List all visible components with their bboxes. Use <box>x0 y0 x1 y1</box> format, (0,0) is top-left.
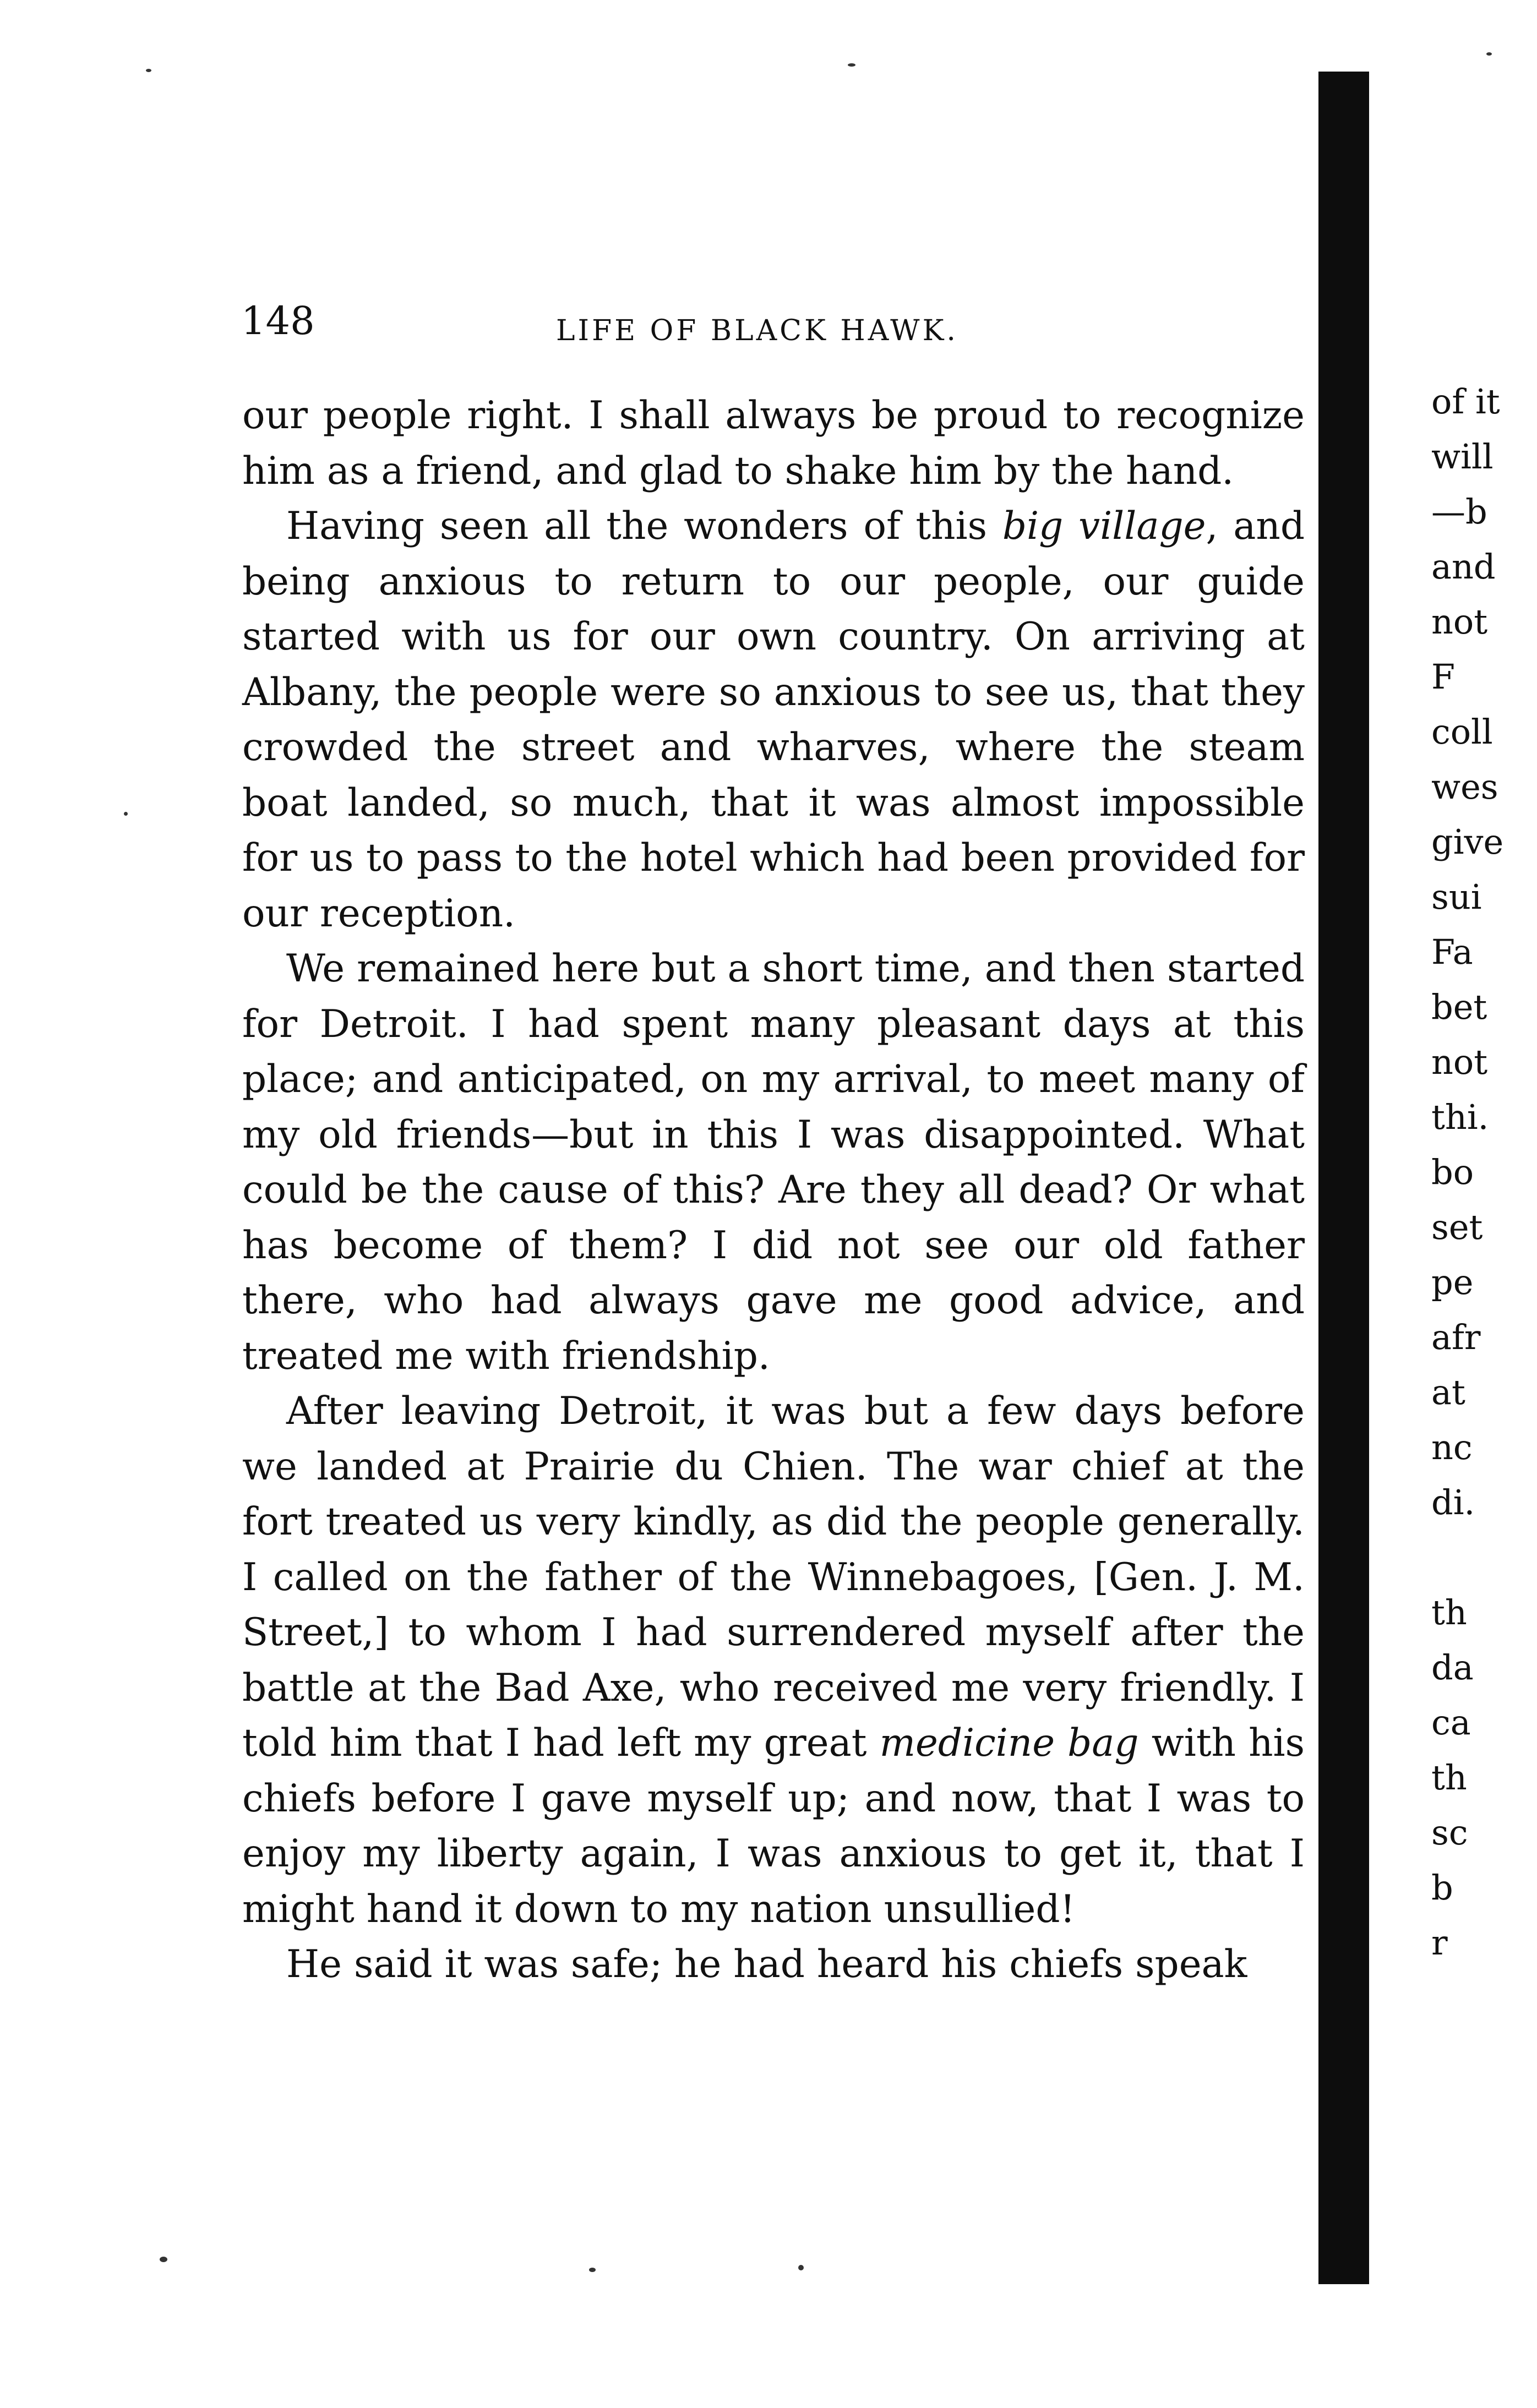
paragraph-3-text: We remained here but a short time, and then started for Detroit. I had spent many pleasant days at this place; and anticipated, on my arrival, to meet many of my old friends—but in this I was disappointed. What could be the cause of this? Are they all dead? Or what has become of them? I did not see our old father there, who had always gave me good advice, and treated me with friendship. <box>242 947 1305 1378</box>
facing-page-fragment: di. <box>1431 1482 1475 1522</box>
scan-speck <box>146 69 151 72</box>
facing-page-fragment: Fa <box>1431 932 1473 972</box>
scan-speck <box>798 2265 804 2270</box>
facing-page-fragment: r <box>1431 1923 1448 1963</box>
facing-page-fragments <box>1431 374 1536 1970</box>
facing-page-fragment: th <box>1431 1592 1467 1632</box>
facing-page-fragment: bo <box>1431 1152 1474 1192</box>
paragraph-3 <box>242 941 1305 1384</box>
facing-page-fragment: b <box>1431 1868 1453 1908</box>
paragraph-4-italic: medicine bag <box>879 1721 1139 1765</box>
facing-page-fragment: set <box>1431 1207 1483 1247</box>
facing-page-fragment: thi. <box>1431 1097 1489 1137</box>
facing-page-fragment: F <box>1431 657 1456 697</box>
facing-page-fragment: wes <box>1431 767 1498 807</box>
scan-speck <box>589 2268 596 2272</box>
facing-page-fragment: —b <box>1431 492 1487 532</box>
facing-page-fragment: not <box>1431 1042 1488 1082</box>
facing-page-fragment: bet <box>1431 987 1487 1027</box>
paragraph-1 <box>242 388 1305 499</box>
paragraph-5 <box>242 1937 1305 1992</box>
paragraph-4 <box>242 1384 1305 1937</box>
facing-page-fragment: nc <box>1431 1427 1473 1467</box>
facing-page-fragment: afr <box>1431 1317 1481 1357</box>
paragraph-4-text-b: with his chiefs before I gave myself up; and now, that I was to enjoy my liberty again, I was anxious to get it, that I might hand it down to my nation unsullied! <box>242 1721 1305 1931</box>
facing-page-fragment: pe <box>1431 1262 1474 1302</box>
facing-page-fragment: sui <box>1431 877 1482 917</box>
running-title: LIFE OF BLACK HAWK. <box>556 314 958 347</box>
facing-page-fragment: th <box>1431 1757 1467 1798</box>
facing-page-fragment: of it <box>1431 381 1500 422</box>
paragraph-2-text-a: Having seen all the wonders of this <box>286 504 1002 548</box>
facing-page-fragment: ca <box>1431 1702 1471 1743</box>
scan-speck <box>1486 52 1492 56</box>
paragraph-5-text: He said it was safe; he had heard his chiefs speak <box>286 1942 1247 1986</box>
facing-page-fragment: at <box>1431 1372 1465 1412</box>
facing-page-fragment: give <box>1431 822 1504 862</box>
facing-page-fragment: and <box>1431 547 1496 587</box>
page-number: 148 <box>241 298 315 343</box>
facing-page-fragment <box>1431 1530 1536 1585</box>
body-text <box>242 388 1305 1992</box>
facing-page-fragment: sc <box>1431 1812 1468 1853</box>
facing-page-fragment: da <box>1431 1647 1474 1688</box>
paragraph-1-text: our people right. I shall always be proud to recognize him as a friend, and glad to shake him by the hand. <box>242 394 1305 493</box>
facing-page-fragment: will <box>1431 436 1494 477</box>
facing-page-fragment: not <box>1431 602 1488 642</box>
scan-speck <box>160 2257 167 2262</box>
paragraph-4-text-a: After leaving Detroit, it was but a few days before we landed at Prairie du Chien. The war chief at the fort treated us very kindly, as did the people generally. I called on the father of the Winnebagoes, [Gen. J. M. Street,] to whom I had surrendered myself after the battle at the Bad Axe, who received me very friendly. I told him that I had left my great <box>242 1389 1305 1765</box>
paragraph-2-italic: big village <box>1002 504 1206 548</box>
scan-speck <box>848 63 855 67</box>
scan-speck <box>124 812 128 816</box>
facing-page-fragment: coll <box>1431 712 1493 752</box>
gutter-shadow <box>1318 72 1369 2284</box>
paragraph-2-text-b: , and being anxious to return to our people, our guide started with us for our own country. On arriving at Albany, the people were so anxious to see us, that they crowded the street and wharves, where the steam boat landed, so much, that it was almost impossible for us to pass to the hotel which had been provided for our reception. <box>242 504 1305 936</box>
paragraph-2 <box>242 499 1305 941</box>
